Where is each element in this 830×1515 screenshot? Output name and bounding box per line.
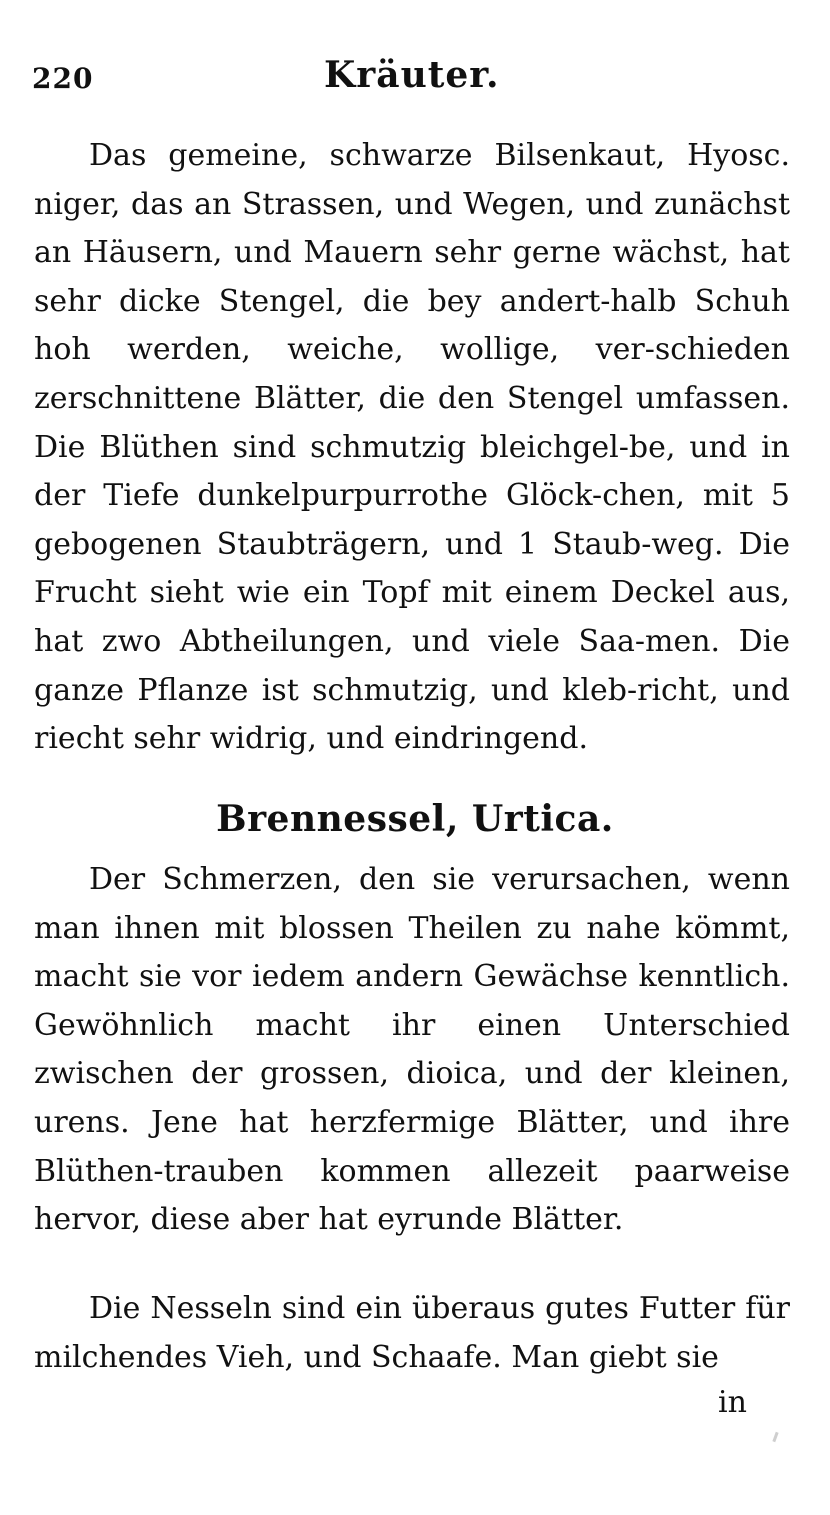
running-head: Kräuter. (324, 54, 500, 96)
page-number: 220 (32, 62, 94, 95)
paper-speck (772, 1432, 778, 1442)
page-header (32, 52, 792, 102)
paragraph-bilsenkraut: Das gemeine, schwarze Bilsenkaut, Hyosc. niger, das an Strassen, und Wegen, und zunächst an Häusern, und Mauern sehr gerne wächst, hat sehr dicke Stengel, die bey andert-halb Schuh hoh werden, weiche, wollige, ver-schieden zerschnittene Blätter, die den Stengel umfassen. Die Blüthen sind schmutzig bleichgel-be, und in der Tiefe dunkelpurpurrothe Glöck-chen, mit 5 gebogenen Staubträgern, und 1 Staub-weg. Die Frucht sieht wie ein Topf mit einem Deckel aus, hat zwo Abtheilungen, und viele Saa-men. Die ganze Pflanze ist schmutzig, und kleb-richt, und riecht sehr widrig, und eindringend. (34, 138, 790, 757)
paragraph-nesseln-futter: Die Nesseln sind ein überaus gutes Futter für milchendes Vieh, und Schaafe. Man giebt sie (34, 1291, 790, 1375)
section-heading: Brennessel, Urtica. (216, 798, 614, 840)
catchword: in (718, 1385, 747, 1420)
paragraph-brennessel: Der Schmerzen, den sie verursachen, wenn man ihnen mit blossen Theilen zu nahe kömmt, macht sie vor iedem andern Gewächse kenntlich. Gewöhnlich macht ihr einen Unterschied zwischen der grossen, dioica, und der kleinen, urens. Jene hat herzfermige Blätter, und ihre Blüthen-trauben kommen allezeit paarweise hervor, diese aber hat eyrunde Blätter. (34, 862, 790, 1238)
